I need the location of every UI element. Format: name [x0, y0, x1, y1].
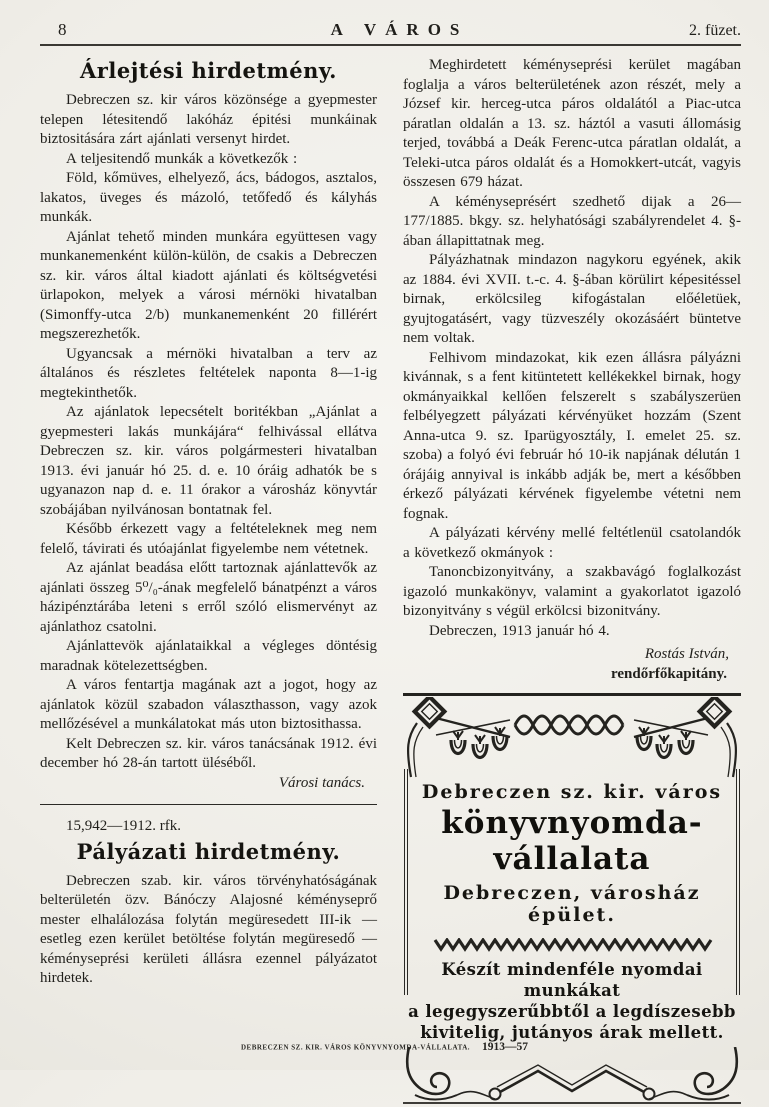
paragraph: Meghirdetett kéményseprési kerület magában foglalja a város belterületének azon részét, mely a József kir. herceg-utca páros oldalától a Piac-utca páratlan oldalán a 13. sz. háztól a vasuti állomásig terjed, továbbá a Deák Ferenc-utca páratlan oldalát, a Teleki-utca páros oldalát és a Homokkert-utcát, vagyis összesen 679 házat. [403, 57, 741, 190]
paragraph: Föld, kőmüves, elhelyező, ács, bádogos, asztalos, lakatos, üveges és mázoló, tetőfedő és kályhás munkák. [40, 170, 377, 225]
paragraph: Felhivom mindazokat, kik ezen állásra pályázni kivánnak, s a fent kitüntetett kellékekkel birnak, hogy okmányaikkal kellően felszerelt s szabályszerüen felbélyegzett pályázati kérvényüket hozzám (Szent Anna-utca 9. sz. Iparügyosztály, I. emelet 25. sz. szoba) a folyó évi február hó 10-ik napjának délután 1 órájáig annyival is inkább adják be, mert a későbben érkező pályázati kérvének figyelembe vétetni nem fognak. [403, 349, 741, 522]
paragraph: Pályázhatnak mindazon nagykoru egyének, akik az 1884. évi XVII. t.-c. 4. §-ában körülirt képesitéssel birnak, erkölcsileg kifogástalan előéletüek, gyujtogatásért, vagy tüzveszély okozásáért büntetve nem voltak. [403, 252, 741, 346]
paragraph: Debreczen sz. kir város közönsége a gyepmester telepen létesitendő lakóház épitési munkáinak biztositására zárt ajánlati versenyt hirdet. [40, 92, 377, 147]
dateline: Debreczen, 1913 január hó 4. [429, 622, 610, 639]
paragraph: Tanoncbizonyitvány, a szakbavágó foglalkozást igazoló munkakönyv, valamint a gyakorlatot igazoló bizonyitvány s végül erkölcsi bizonitvány. [403, 564, 741, 619]
article1-signature: Városi tanács. [278, 774, 365, 791]
page-header [40, 20, 741, 40]
advert-body-line: Készít mindenféle nyomdai munkákat [441, 960, 703, 1000]
advert-top-rule [403, 693, 741, 696]
issue-label: 2. füzet. [689, 22, 741, 39]
signature-name: Rostás István, [644, 646, 729, 662]
printer-imprint: DEBRECZEN SZ. KIR. VÁROS KÖNYVNYOMDA-VÁLLALATA. [240, 1043, 471, 1052]
article-divider [40, 804, 377, 805]
paragraph: Kelt Debreczen sz. kir. város tanácsának 1912. évi december hó 28-án tartott üléséből. [40, 735, 377, 771]
advert-body-line: kivitelig, jutányos árak mellett. [420, 1023, 724, 1042]
right-column [403, 56, 741, 1041]
paragraph: Ajánlat tehető minden munkára együttesen vagy munkanemenként külön-külön, de csakis a Debreczen sz. kir. város által kiadott ajánlati és költségvetési ürlapokon, melyek a városi mérnöki hivatalban (Simonffy-utca 2/b) munkanemenként 20 fillérért megszerezhetők. [40, 228, 377, 342]
paragraph: Ugyancsak a mérnöki hivatalban a terv az általános és részletes feltételek naponta 8—1-ig megtekinthetők. [40, 345, 377, 401]
advert-line2: könyvnyomda-vállalata [441, 805, 703, 877]
paragraph: Az ajánlatok lepecsételt boritékban „Ajánlat a gyepmesteri lakás munkájára“ felhivással ellátva Debreczen sz. kir. város polgármesteri hivatalban 1913. évi január hó 25. d. e. 10 óráig adhatók be s ugyanazon nap d. e. 11 órakor a városház könyvtár szobájában nyilvánosan bontatnak fel. [40, 404, 377, 518]
paragraph: A kéményseprésért szedhető dijak a 26—177/1885. bkgy. sz. helyhatósági szabályrendelet 4. §-ában állapittatnak meg. [403, 193, 741, 249]
print-job-number: 1913—57 [482, 1041, 529, 1054]
page-number: 8 [58, 20, 67, 39]
advert-line3: Debreczen, városház épület. [443, 882, 701, 926]
masthead-title: A VÁROS [330, 20, 469, 39]
article2-title: Pályázati hirdetmény. [76, 838, 341, 864]
paragraph: A pályázati kérvény mellé feltétlenül csatolandók a következő okmányok : [403, 525, 741, 561]
article1-title: Árlejtési hirdetmény. [80, 58, 337, 83]
paragraph: Az ajánlat beadása előtt tartoznak ajánlattevők az ajánlati összeg 5⁰/₀-ának megfelelő bánatpénzt a város házipénztárába leteni s erről szóló elismervényt az ajánlathoz csatolni. [40, 560, 377, 635]
left-column [40, 56, 377, 1041]
print-shop-advert [403, 697, 741, 1041]
advert-line1: Debreczen sz. kir. város [421, 781, 723, 803]
art-nouveau-top-ornament-icon [403, 697, 741, 779]
signature-title: rendőrfőkapitány. [611, 665, 727, 682]
text-columns [40, 56, 741, 1041]
paragraph: Debreczen szab. kir. város törvényhatóságának belterületén özv. Bánóczy Alajosné kéményseprő mester elhalálozása folytán megüresedett III-ik — esetleg ezen kerület betöltése folytán megüresedő — kéményseprési kerületi állásra ezennel pályázatot hirdetek. [40, 872, 377, 986]
paragraph: Ajánlattevök ajánlataikkal a végleges döntésig maradnak kötelezettségben. [40, 638, 377, 674]
art-nouveau-bottom-ornament-icon [403, 1047, 741, 1107]
paragraph: A teljesitendő munkák a következők : [66, 150, 298, 167]
page-footer [0, 1038, 769, 1056]
header-rule [40, 44, 741, 46]
article2-reference-number: 15,942—1912. rfk. [66, 818, 181, 834]
chevron-zigzag-divider-icon [431, 938, 713, 953]
paragraph: Később érkezett vagy a feltételeknek meg nem felelő, távirati és utóajánlat figyelembe nem vétetnek. [40, 521, 377, 557]
advert-body-line: a legegyszerűbbtől a legdíszesebb [408, 1002, 736, 1021]
paragraph: A város fentartja magának azt a jogot, hogy az ajánlatok közül szabadon választhasson, vagy azok mellőzésével a munkálatokat más uton biztosithassa. [40, 677, 377, 732]
